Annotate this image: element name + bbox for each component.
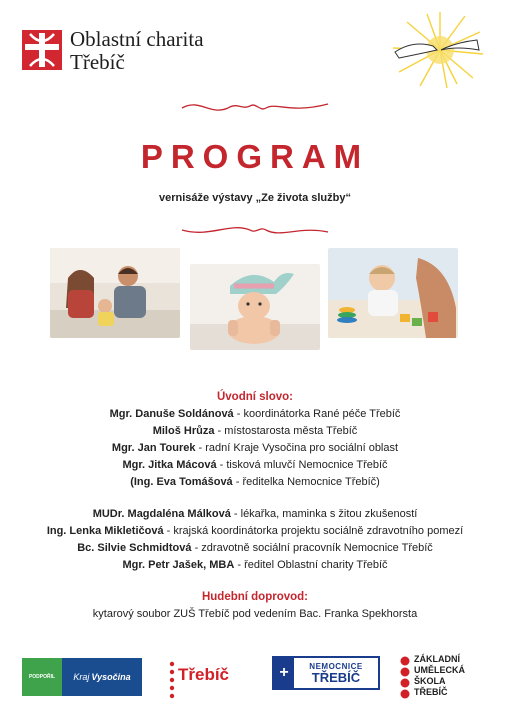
nemocnice-line2: TŘEBÍČ (311, 670, 361, 685)
zus-emblem-icon (398, 656, 412, 702)
speaker-name: Miloš Hrůza (152, 425, 215, 437)
org-name (70, 28, 204, 74)
toddler-toys-photo (328, 248, 458, 338)
zus-line2: UMĚLECKÁ (414, 665, 465, 675)
org-name-line1: Oblastní charita (70, 27, 204, 51)
guest-name: Bc. Silvie Schmidtová (77, 542, 192, 554)
nemocnice-line1: NEMOCNICE (309, 662, 363, 671)
org-name-line2: Třebíč (70, 50, 125, 74)
guest-name: Ing. Lenka Mikletičová (46, 525, 164, 537)
vysocina-word: Vysočina (91, 672, 131, 682)
speaker-line (0, 442, 510, 455)
nemocnice-wordmark (294, 662, 378, 684)
speaker-line (0, 476, 510, 489)
kraj-supported-label: PODPOŘIL (22, 658, 62, 696)
speaker-role: - radní Kraje Vysočina pro sociální oblast (195, 442, 399, 454)
zus-line1: ZÁKLADNÍ (414, 654, 460, 664)
zus-logo-text (414, 654, 465, 698)
zus-line4: TŘEBÍČ (414, 687, 448, 697)
speaker-name: Mgr. Jitka Mácová (122, 459, 217, 471)
guest-line (0, 525, 510, 538)
speaker-line (0, 425, 510, 438)
music-text: kytarový soubor ZUŠ Třebíč pod vedením Bac. Franka Spekhorsta (92, 608, 418, 620)
speaker-name: Mgr. Jan Tourek (111, 442, 196, 454)
charita-cross-logo (22, 30, 62, 70)
baby-photo (190, 264, 320, 350)
hands-sun-illustration (385, 10, 485, 90)
nemocnice-trebic-logo (272, 656, 380, 690)
family-photo (50, 248, 180, 338)
speaker-role: - koordinátorka Rané péče Třebíč (233, 408, 401, 420)
guest-role: - zdravotně sociální pracovník Nemocnice Třebíč (191, 542, 433, 554)
guest-name: Mgr. Petr Jašek, MBA (122, 559, 235, 571)
guest-role: - ředitel Oblastní charity Třebíč (234, 559, 388, 571)
guest-role: - krajská koordinátorka projektu sociálně zdravotního pomezí (163, 525, 464, 537)
guest-line (0, 508, 510, 521)
speaker-name: (Ing. Eva Tomášová (130, 476, 233, 488)
guest-line (0, 542, 510, 555)
guest-line (0, 559, 510, 572)
kraj-wordmark (62, 658, 142, 696)
speaker-name: Mgr. Danuše Soldánová (109, 408, 234, 420)
music-heading: Hudební doprovod: (201, 591, 309, 603)
guest-name: MUDr. Magdaléna Málková (92, 508, 231, 520)
page-subtitle: vernisáže výstavy „Ze života služby“ (159, 192, 351, 204)
kraj-word: Kraj (73, 672, 90, 682)
zus-line3: ŠKOLA (414, 676, 446, 686)
speaker-line (0, 459, 510, 472)
plus-icon: + (274, 658, 294, 688)
trebic-logo-text: Třebíč (178, 665, 230, 684)
speaker-line (0, 408, 510, 421)
speaker-role: - tisková mluvčí Nemocnice Třebíč (216, 459, 388, 471)
decorative-swirl-top (180, 96, 330, 118)
kraj-vysocina-logo (22, 658, 142, 696)
decorative-swirl-bottom (180, 220, 330, 242)
intro-heading: Úvodní slovo: (216, 391, 294, 403)
guest-role: - lékařka, maminka s žitou zkušeností (230, 508, 418, 520)
page-title: PROGRAM (140, 138, 370, 175)
speaker-role: - místostarosta města Třebíč (214, 425, 358, 437)
speaker-role: - ředitelka Nemocnice Třebíč) (232, 476, 380, 488)
